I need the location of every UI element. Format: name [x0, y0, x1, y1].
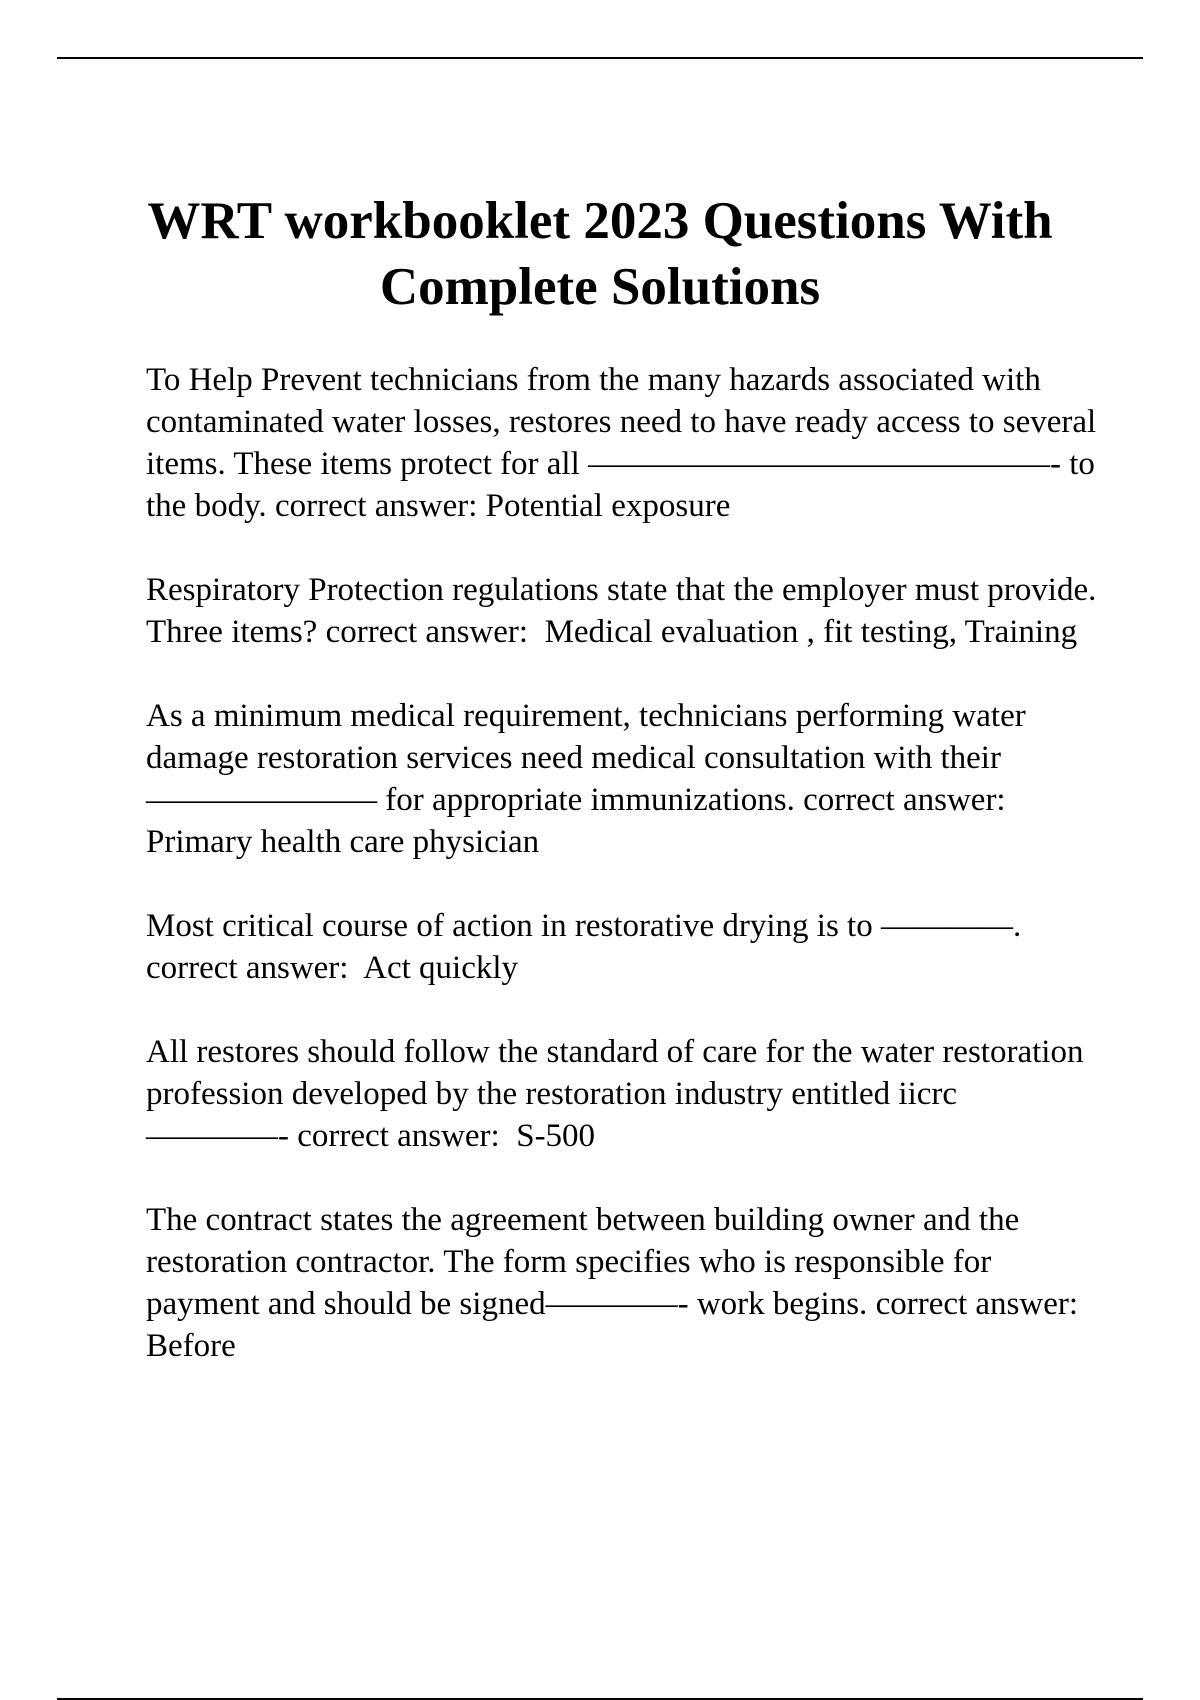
question-text: The contract states the agreement between building owner and the restoration contractor. The form specifies who is responsible for payment and should be signed————- work begins. [146, 1202, 1020, 1322]
document-title: WRT workbooklet 2023 Questions With Complete Solutions [147, 192, 1053, 316]
answer-label: correct answer: [875, 1286, 1079, 1322]
answer-label: correct answer: [297, 1118, 500, 1154]
question-text: All restores should follow the standard of care for the water restoration profession developed by the restoration industry entitled iicrc ————- [146, 1034, 1084, 1154]
qa-list [146, 359, 1106, 1409]
answer-text: Act quickly [363, 950, 519, 986]
answer-label: correct answer: [803, 782, 1006, 818]
answer-text: Medical evaluation , fit testing, Training [544, 614, 1078, 650]
answer-label: correct answer: [146, 950, 349, 986]
answer-label: correct answer: [274, 488, 478, 524]
question-text: To Help Prevent technicians from the many hazards associated with contaminated water losses, restores need to have ready access to several items. These items protect for all ——————————————- to the body. [146, 362, 1097, 524]
answer-text: Primary health care physician [146, 824, 540, 860]
question-text: Respiratory Protection regulations state that the employer must provide. Three items? [146, 572, 1097, 650]
answer-text: Potential exposure [485, 488, 731, 524]
qa-entry-1 [146, 359, 1106, 527]
question-text: As a minimum medical requirement, technicians performing water damage restoration services need medical consultation with their ——————— for appropriate immunizations. [146, 698, 1026, 818]
qa-entry-2 [146, 569, 1106, 653]
answer-label: correct answer: [325, 614, 529, 650]
qa-entry-4 [146, 905, 1106, 989]
question-text: Most critical course of action in restorative drying is to ————. [146, 908, 1022, 944]
qa-entry-3 [146, 695, 1106, 863]
answer-text: Before [146, 1328, 236, 1364]
top-rule [57, 57, 1143, 59]
answer-text: S-500 [516, 1118, 596, 1154]
qa-entry-6 [146, 1199, 1106, 1367]
qa-entry-5 [146, 1031, 1106, 1157]
